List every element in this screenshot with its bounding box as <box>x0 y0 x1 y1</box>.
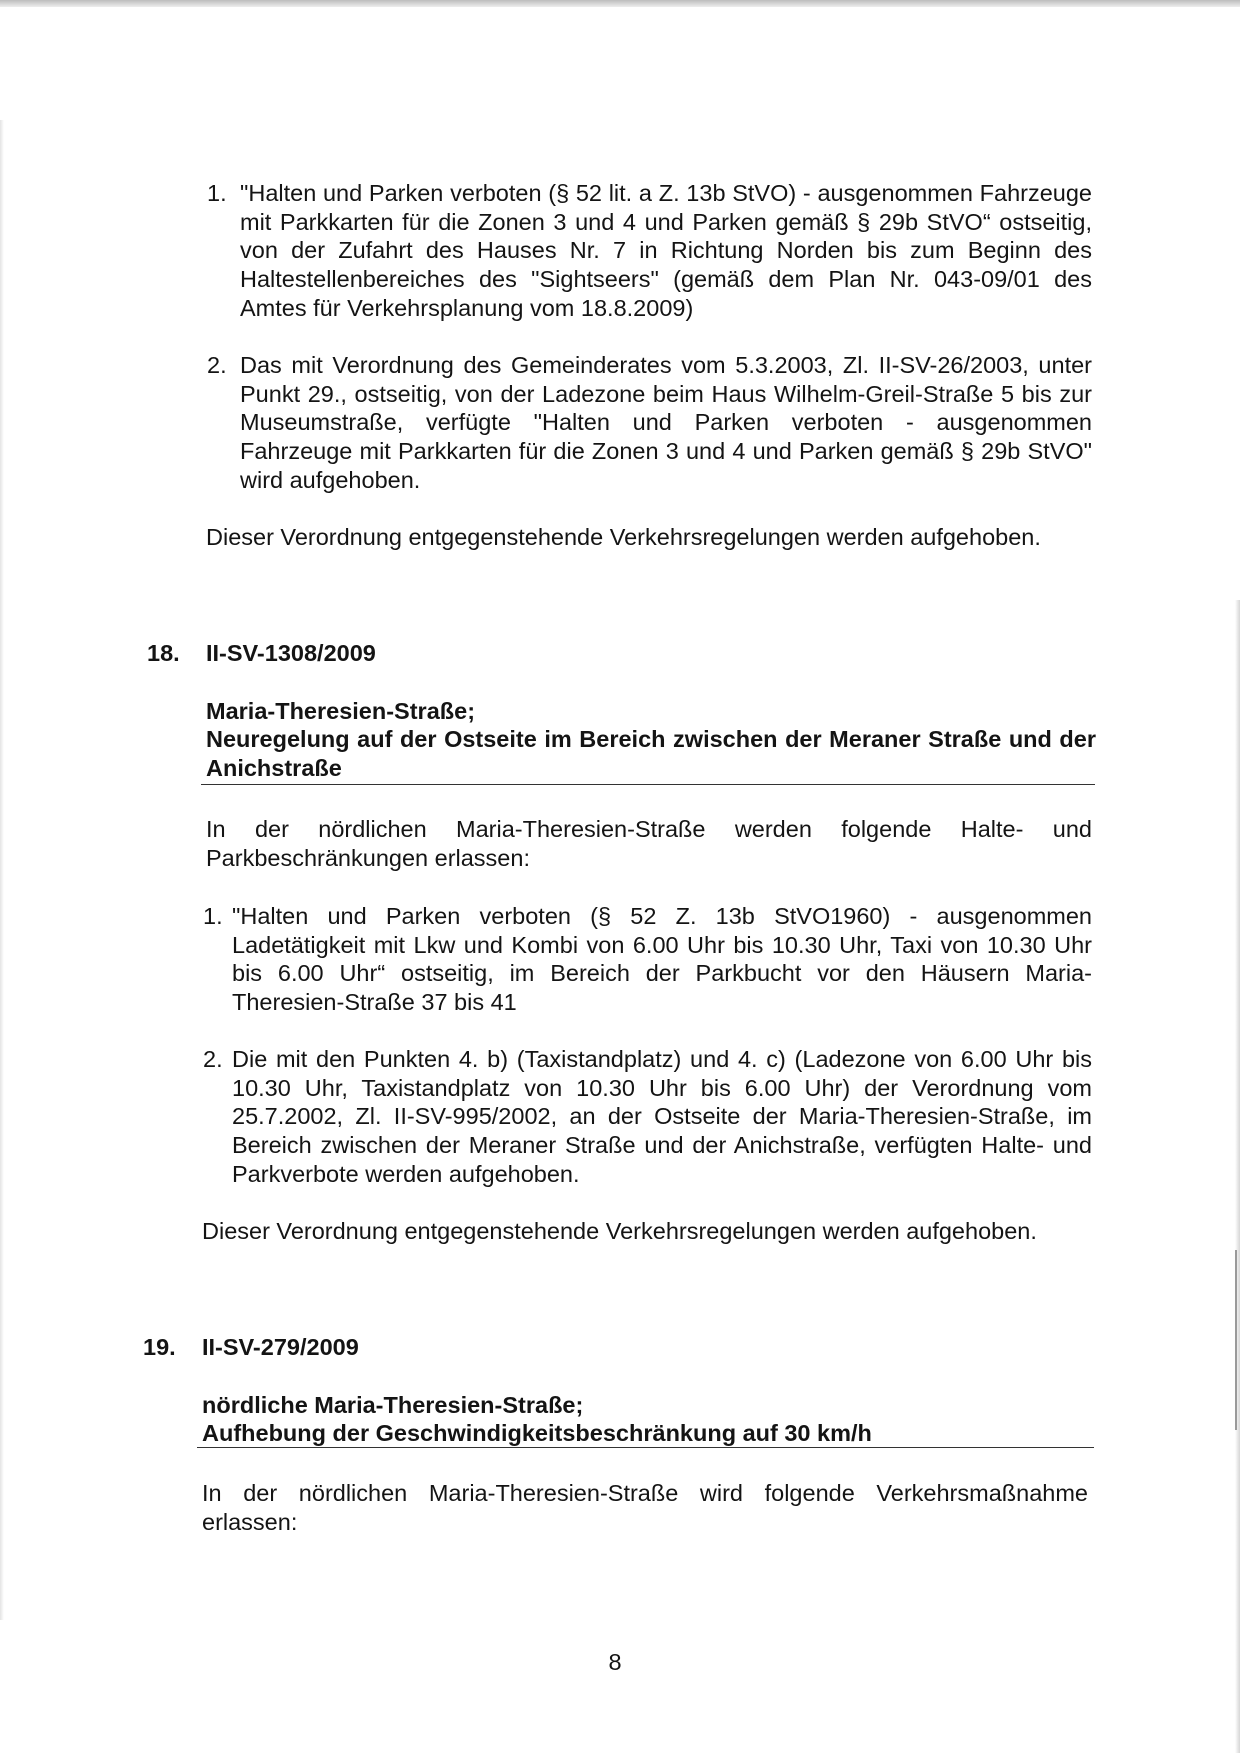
section-title-underline <box>201 784 1095 785</box>
section-code: II-SV-279/2009 <box>202 1334 359 1360</box>
list-item-number: 1. <box>203 903 223 929</box>
page-number: 8 <box>608 1649 622 1675</box>
section-intro: In der nördlichen Maria-Theresien-Straße wird folgende Verkehrsmaßnahme erlassen: <box>202 1480 1088 1535</box>
list-item-number: 1. <box>207 180 227 206</box>
section-title-underline <box>197 1447 1094 1448</box>
section-intro: In der nördlichen Maria-Theresien-Straße werden folgende Halte- und Parkbeschränkungen erlassen: <box>206 816 1092 871</box>
section-number: 18. <box>147 640 180 666</box>
section-title-line2: Neuregelung auf der Ostseite im Bereich zwischen der Meraner Straße und der Anichstraße <box>206 726 1096 781</box>
section-title-line2: Aufhebung der Geschwindigkeitsbeschränkung auf 30 km/h <box>202 1420 872 1446</box>
list-item <box>207 179 1095 324</box>
list-item-text: "Halten und Parken verboten (§ 52 Z. 13b StVO1960) - ausgenommen Ladetätigkeit mit Lkw und Kombi von 6.00 Uhr bis 10.30 Uhr, Taxi von 10.30 Uhr bis 6.00 Uhr“ ostseitig, im Bereich der Parkbucht vor den Häusern Maria-Theresien-Straße 37 bis 41 <box>232 903 1092 1016</box>
section-title-line1: Maria-Theresien-Straße; <box>206 698 476 724</box>
list-item-number: 2. <box>207 352 227 378</box>
section-number: 19. <box>143 1334 176 1360</box>
list-item <box>203 1045 1095 1190</box>
section-code: II-SV-1308/2009 <box>206 640 376 666</box>
list-item-text: Das mit Verordnung des Gemeinderates vom 5.3.2003, Zl. II-SV-26/2003, unter Punkt 29., ostseitig, von der Ladezone beim Haus Wilhelm-Greil-Straße 5 bis zur Museumstraße, verfügte "Halten und Parken verboten - ausgenommen Fahrzeuge mit Parkkarten für die Zonen 3 und 4 und Parken gemäß § 29b StVO" wird aufgehoben. <box>240 352 1092 493</box>
list-item-text: Die mit den Punkten 4. b) (Taxistandplatz) und 4. c) (Ladezone von 6.00 Uhr bis 10.30 Uhr, Taxistandplatz von 10.30 Uhr bis 6.00 Uhr) der Verordnung vom 25.7.2002, Zl. II-SV-995/2002, an der Ostseite der Maria-Theresien-Straße, im Bereich zwischen der Meraner Straße und der Anichstraße, verfügten Halte- und Parkverbote werden aufgehoben. <box>232 1046 1092 1187</box>
closing-paragraph: Dieser Verordnung entgegenstehende Verkehrsregelungen werden aufgehoben. <box>202 1218 1037 1244</box>
list-item-number: 2. <box>203 1046 223 1072</box>
list-item <box>207 351 1095 496</box>
closing-paragraph: Dieser Verordnung entgegenstehende Verkehrsregelungen werden aufgehoben. <box>206 524 1041 550</box>
section-title-line1: nördliche Maria-Theresien-Straße; <box>202 1392 584 1418</box>
list-item <box>203 902 1095 1017</box>
list-item-text: "Halten und Parken verboten (§ 52 lit. a Z. 13b StVO) - ausgenommen Fahrzeuge mit Parkkarten für die Zonen 3 und 4 und Parken gemäß § 29b StVO“ ostseitig, von der Zufahrt des Hauses Nr. 7 in Richtung Norden bis zum Beginn des Haltestellenbereiches des "Sightseers" (gemäß dem Plan Nr. 043-09/01 des Amtes für Verkehrsplanung vom 18.8.2009) <box>240 180 1092 321</box>
